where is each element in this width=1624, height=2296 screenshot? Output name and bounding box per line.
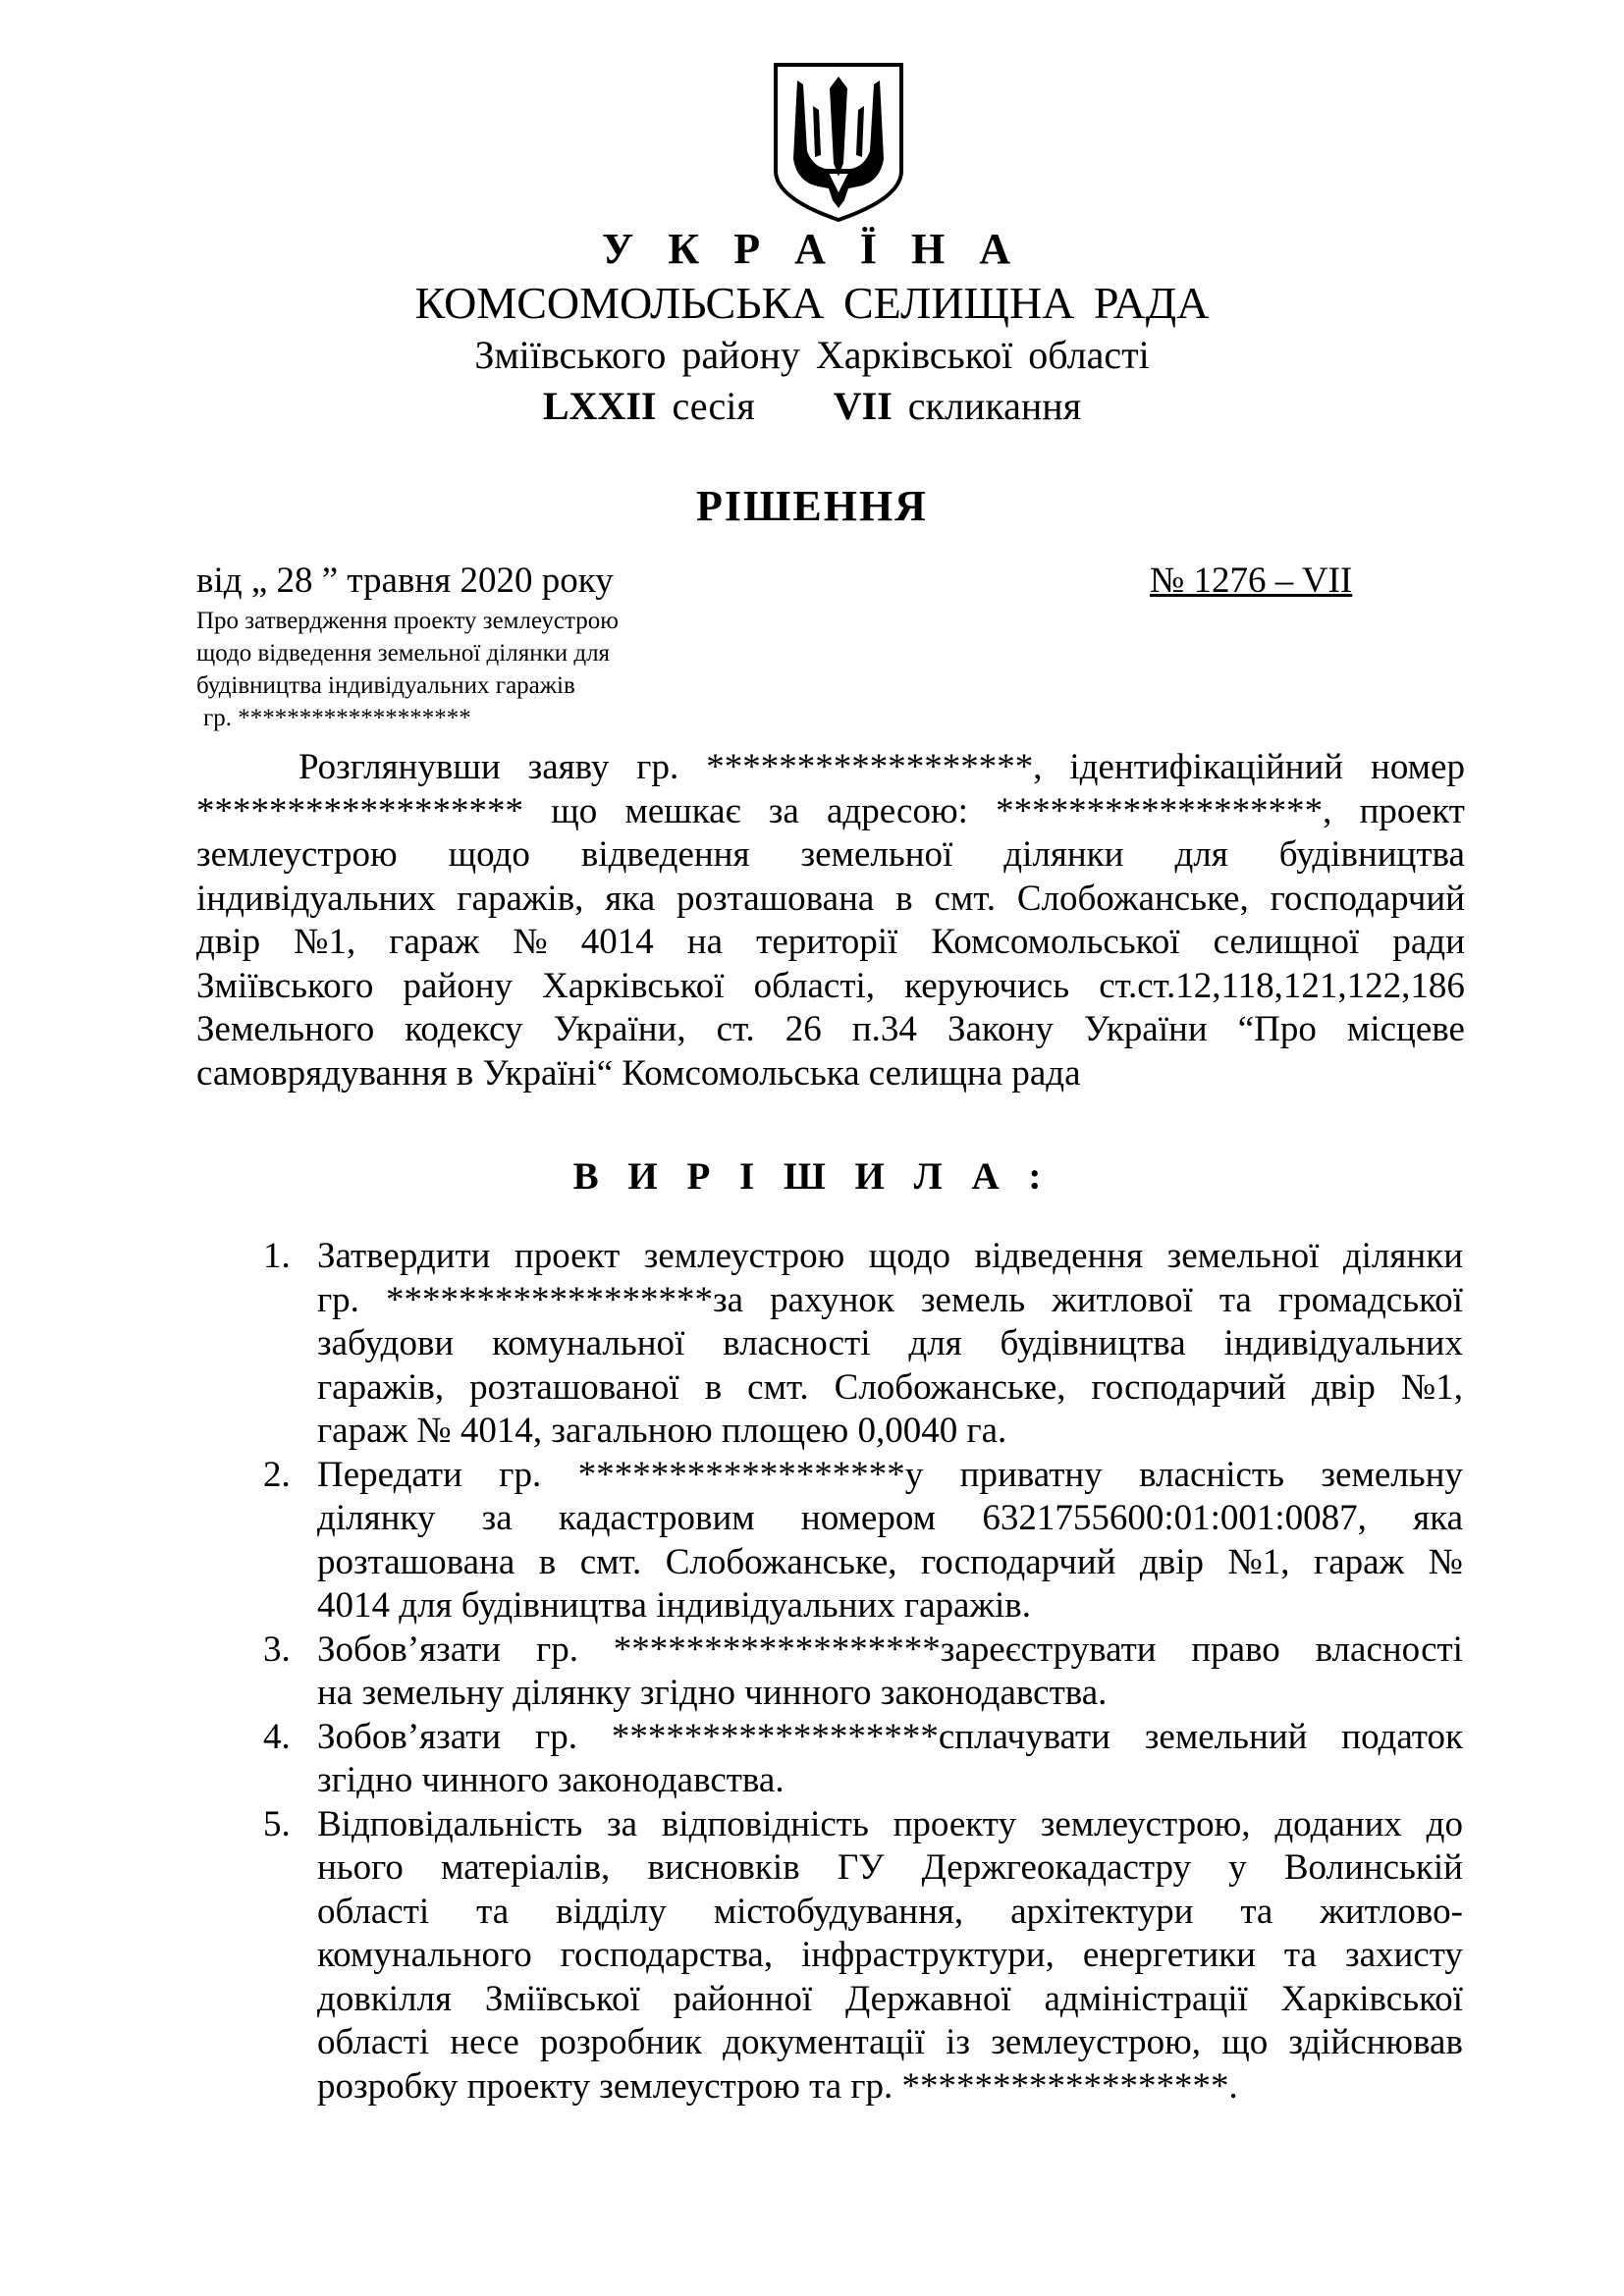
country-heading: У К Р А Ї Н А [602,225,1022,273]
resolved-heading: В И Р І Ш И Л А : [572,1155,1052,1198]
text-line [196,833,1465,878]
word: власності [723,1323,871,1363]
word: районної [673,1978,813,2019]
word: земельної [1166,1236,1320,1276]
word: господарчий [921,1541,1116,1582]
word: № [513,922,548,962]
decision-item [263,1454,1463,1629]
word: господарчий [1091,1366,1286,1408]
word: 6321755600:01:001:0087, [982,1498,1367,1538]
word: здійснював [1288,2022,1463,2062]
word: № [1428,1541,1463,1582]
word: самоврядування в Україні“ Комсомольська селищна рада [196,1052,1081,1094]
word: смт. [747,1366,809,1408]
subject-line: Про затвердження проекту землеустрою [196,608,619,634]
decision-date: від „ 28 ” травня 2020 року [196,561,614,601]
word: земельної [800,834,953,875]
text-line [317,1846,1463,1891]
word: гр. [536,1629,578,1670]
word: номером [800,1498,937,1538]
word: 4014 [580,922,654,962]
word: відділу [556,1891,667,1932]
word: землеустрою [643,1236,845,1276]
text-line [317,1584,1463,1629]
word: проекту [893,1803,1016,1844]
word: Розглянувши [298,747,501,787]
word: ******************сплачувати [611,1716,1110,1757]
word: архітектури [1010,1891,1194,1932]
text-line [317,1454,1463,1498]
word: ділянку [317,1498,436,1538]
word: території [756,922,898,962]
word: ст.ст.12,118,121,122,186 [1099,965,1465,1006]
word: у [1228,1847,1247,1888]
word: Передати [317,1454,462,1495]
item-number: 5. [263,1803,291,1844]
word: громадської [1277,1279,1463,1320]
word: містобудування, [713,1891,964,1932]
word: щодо [868,1236,951,1276]
word: ділянки [1003,834,1124,875]
word: земельний [1144,1716,1308,1757]
word: в [704,1366,723,1408]
word: гр. [535,1716,577,1757]
convocation-roman: VII [833,384,893,428]
word: згідно чинного законодавства. [317,1760,785,1800]
word: право [1191,1629,1280,1670]
word: на земельну ділянку згідно чинного законодавства. [317,1673,1108,1713]
word: ******************зареєструвати [613,1629,1157,1670]
word: ГУ [837,1847,885,1888]
word: за [481,1498,513,1538]
subject-line: гр. ******************* [203,705,471,731]
word: земель [920,1279,1026,1320]
council-name: КОМСОМОЛЬСЬКА СЕЛИЩНА РАДА [414,278,1210,328]
word: Зобов’язати [317,1629,502,1670]
text-line [196,965,1465,1009]
word: енергетики [1082,1935,1256,1975]
word: рахунок [770,1279,894,1320]
word: мешкає [624,790,741,831]
text-line [196,790,1465,834]
word: на [686,922,724,962]
word: проект [1359,790,1465,831]
word: гараж [1314,1541,1405,1582]
word: щодо [448,834,530,875]
word: Харківської [1280,1978,1463,2019]
word: гр. [636,747,679,787]
word: індивідуальних [1223,1323,1463,1363]
word: смт. [934,878,996,919]
word: гаражів, [457,878,584,919]
word: гр. [499,1454,542,1495]
word: приватну [959,1454,1103,1495]
word: власності [1315,1629,1463,1670]
word: ******************за [385,1279,744,1320]
word: області [317,1891,430,1932]
word: керуючись [904,965,1070,1006]
word: в [895,878,913,919]
subject-line: будівництва індивідуальних гаражів [196,672,575,699]
word: господарства, [560,1935,774,1975]
item-number: 3. [263,1629,291,1670]
word: несе [450,2022,519,2062]
word: Відповідальність [317,1803,583,1844]
word: будівництва [1000,1323,1186,1363]
word: довкілля [317,1978,452,2019]
text-line [317,1803,1463,1847]
word: Слобожанське, [834,1366,1066,1408]
session-word: сесія [672,384,755,428]
word: землеустрою, [991,2022,1202,2062]
word: України [1083,1009,1208,1049]
word: ******************, [706,747,1043,787]
item-number: 4. [263,1716,291,1757]
word: №1, [294,922,356,962]
word: земельну [1321,1454,1463,1495]
word: ****************** [196,790,523,831]
word: захисту [1344,1935,1463,1975]
word: розташована [317,1541,515,1582]
word: двір [1139,1541,1204,1582]
word: до [1426,1803,1463,1844]
word: власність [1139,1454,1284,1495]
text-line [317,1366,1463,1411]
word: заяву [527,747,610,787]
text-line [317,1322,1463,1366]
word: висновків [647,1847,800,1888]
document-title: РІШЕННЯ [696,482,928,530]
word: району [403,965,514,1006]
word: Слобожанське, [665,1541,897,1582]
session-roman: LXXII [542,384,657,428]
word: матеріалів, [441,1847,611,1888]
word: гараж [389,922,480,962]
word: Зобов’язати [317,1716,502,1757]
word: відведення [974,1236,1144,1276]
word: №1, [1227,1541,1290,1582]
word: із [946,2022,971,2062]
word: що [551,790,598,831]
word: комунального [317,1935,532,1975]
word: яка [1413,1498,1463,1538]
word: проект [514,1236,621,1276]
word: Державної [844,1978,1011,2019]
word: ******************у [577,1454,924,1495]
word: розробку проекту землеустрою та гр. ******************. [317,2065,1238,2107]
text-line [317,1978,1463,2022]
word: за [607,1803,638,1844]
decision-item [263,1716,1463,1803]
decision-number: № 1276 – VII [1150,561,1353,601]
text-line [196,1008,1465,1052]
word: ******************, [996,790,1332,831]
word: кодексу [405,1009,523,1049]
word: п.34 [851,1009,917,1049]
text-line [317,1279,1463,1323]
decision-item [263,1235,1463,1454]
word: адміністрації [1044,1978,1248,2019]
word: житлово- [1320,1891,1463,1932]
word: Затвердити [317,1236,491,1276]
decision-item [263,1629,1463,1716]
word: господарчий [1270,878,1465,919]
word: відведення [580,834,750,875]
word: ділянки [1342,1236,1463,1276]
text-line [196,746,1465,790]
word: Земельного [196,1009,375,1049]
text-line [317,1672,1463,1716]
word: адресою: [826,790,968,831]
session-line [0,383,1624,429]
decision-subject [196,605,619,734]
item-number: 1. [263,1236,291,1276]
text-line [317,2021,1463,2065]
word: 4014 для будівництва індивідуальних гаражів. [317,1585,1032,1626]
text-line [317,1497,1463,1541]
word: області [317,2022,430,2062]
word: документації [723,2022,925,2062]
word: розробник [539,2022,702,2062]
word: та [1240,1891,1273,1932]
word: ради [1392,922,1465,962]
word: для [908,1323,962,1363]
word: номер [1371,747,1465,787]
text-line [317,1891,1463,1935]
word: інфраструктури, [801,1935,1055,1975]
word: гаражів, [317,1366,445,1408]
word: та [1283,1935,1317,1975]
word: відповідність [661,1803,869,1844]
word: житлової [1052,1279,1193,1320]
text-line [317,2065,1463,2109]
word: Слобожанське, [1016,878,1249,919]
word: селищної [1213,922,1360,962]
word: двір [1311,1366,1376,1408]
word: та [1218,1279,1252,1320]
word: Закону [947,1009,1054,1049]
word: смт. [579,1541,642,1582]
word: “Про [1237,1009,1317,1049]
word: Волинській [1283,1847,1463,1888]
text-line [317,1235,1463,1279]
text-line [196,878,1465,922]
word: що [1221,2022,1269,2062]
word: землеустрою [196,834,398,875]
decision-item [263,1803,1463,2109]
word: розташована [677,878,875,919]
word: місцеве [1346,1009,1465,1049]
word: двір [196,922,261,962]
district-line: Зміївського району Харківської області [474,333,1150,377]
text-line [317,1716,1463,1760]
word: яка [605,878,656,919]
word: нього [317,1847,404,1888]
convocation-word: скликання [907,384,1082,428]
word: землеустрою, [1040,1803,1251,1844]
word: кадастровим [558,1498,755,1538]
word: Зміївської [484,1978,640,2019]
coat-of-arms-icon [770,61,907,224]
text-line [317,1541,1463,1585]
word: забудови [317,1323,455,1363]
word: Харківської [542,965,725,1006]
word: 26 [785,1009,822,1049]
preamble-paragraph [196,746,1465,1095]
word: України, [553,1009,686,1049]
word: комунальної [492,1323,685,1363]
word: Комсомольської [931,922,1180,962]
word: №1, [1400,1366,1463,1408]
subject-line: щодо відведення земельної ділянки для [196,640,611,667]
word: доданих [1274,1803,1402,1844]
word: Держгеокадастру [921,1847,1192,1888]
text-line [196,1052,1465,1096]
word: розташованої [469,1366,679,1408]
word: за [768,790,799,831]
word: Зміївського [196,965,374,1006]
item-number: 2. [263,1454,291,1495]
word: області, [753,965,876,1006]
word: та [476,1891,510,1932]
text-line [317,1934,1463,1978]
text-line [317,1629,1463,1673]
word: індивідуальних [196,878,436,919]
word: ідентифікаційний [1069,747,1344,787]
text-line [317,1410,1463,1454]
word: податок [1341,1716,1463,1757]
word: в [538,1541,557,1582]
word: гр. [317,1279,359,1320]
text-line [317,1759,1463,1803]
word: для [1174,834,1228,875]
word: будівництва [1278,834,1465,875]
decision-items-list [263,1235,1463,2109]
word: гараж № 4014, загальною площею 0,0040 га. [317,1411,1007,1451]
word: ст. [716,1009,755,1049]
text-line [196,921,1465,965]
